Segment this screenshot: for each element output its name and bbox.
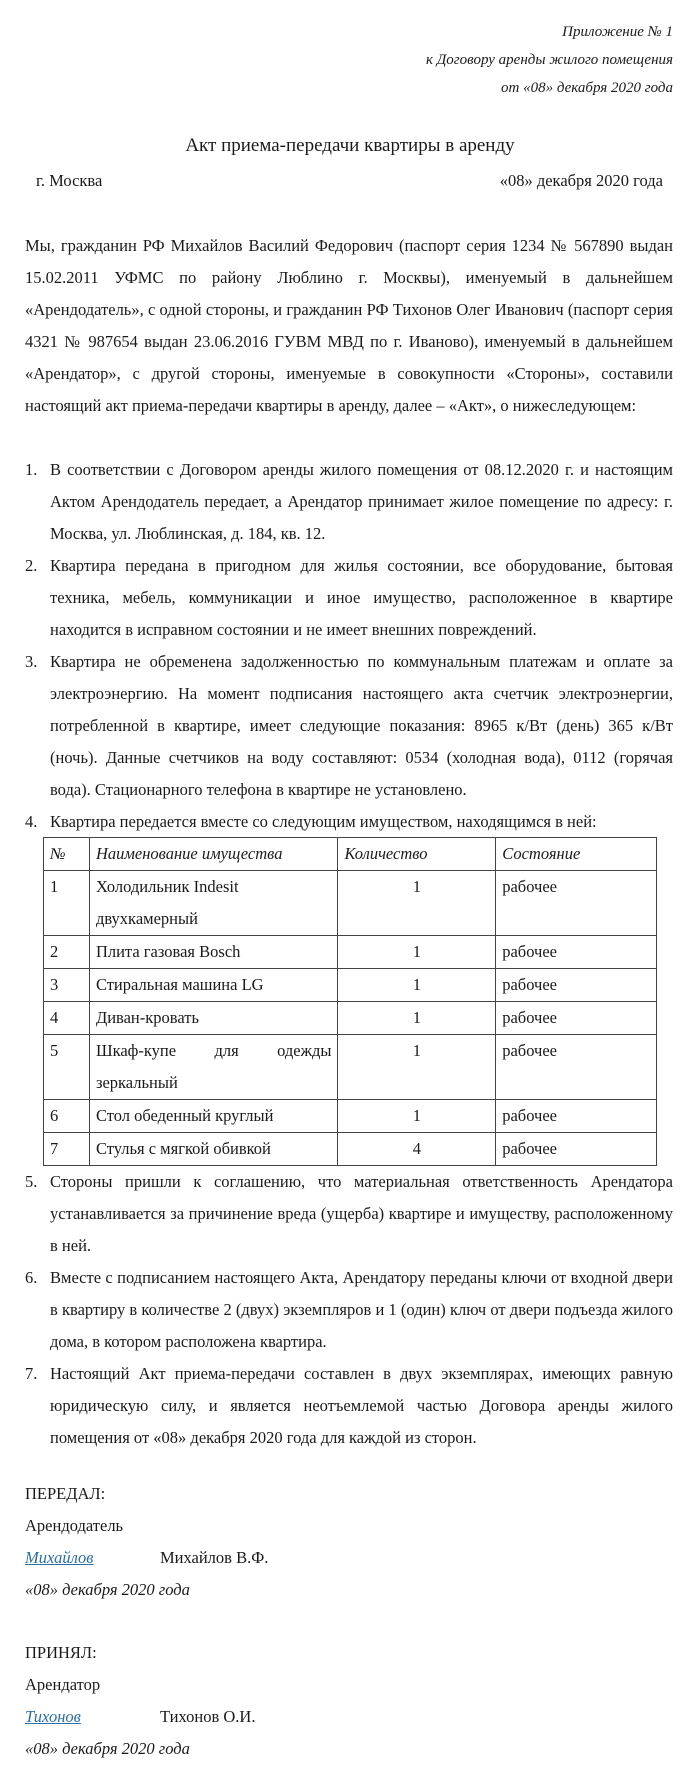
clause-text: Настоящий Акт приема-передачи составлен в двух экземплярах, имеющих равную юридическую силу, и является неотъемлемой частью Договора аренды жилого помещения от «08» декабря 2020 года для каждой из сторон. xyxy=(50,1364,673,1447)
accepted-signature-line xyxy=(25,1701,255,1733)
accepted-role: Арендатор xyxy=(25,1675,101,1694)
table-row xyxy=(44,1100,657,1133)
transferred-block xyxy=(25,1478,268,1606)
clause-text: Вместе с подписанием настоящего Акта, Арендатору переданы ключи от входной двери в квартиру в количестве 2 (двух) экземпляров и 1 (один) ключ от двери подъезда жилого дома, в котором расположена квартира. xyxy=(50,1268,673,1351)
clause-number: 3. xyxy=(25,652,38,671)
property-table xyxy=(43,837,657,1166)
accepted-heading: ПРИНЯЛ: xyxy=(25,1643,97,1662)
cell-number: 4 xyxy=(44,1002,90,1035)
cell-condition: рабочее xyxy=(496,1002,657,1035)
clause-4 xyxy=(25,806,673,838)
cell-item-name: Стулья с мягкой обивкой xyxy=(89,1133,338,1166)
table-row xyxy=(44,969,657,1002)
clause-text: Квартира передается вместе со следующим имуществом, находящимся в ней: xyxy=(50,812,597,831)
clause-1 xyxy=(25,454,673,550)
cell-quantity: 1 xyxy=(338,1035,496,1100)
clause-text: Квартира передана в пригодном для жилья состоянии, все оборудование, бытовая техника, мебель, коммуникации и иное имущество, расположенное в квартире находится в исправном состоянии и не имеет внешних повреждений. xyxy=(50,556,673,639)
landlord-name: Михайлов В.Ф. xyxy=(160,1548,269,1567)
cell-number: 2 xyxy=(44,936,90,969)
cell-number: 1 xyxy=(44,871,90,936)
clause-5 xyxy=(25,1166,673,1262)
clause-number: 2. xyxy=(25,556,38,575)
transferred-signature-line xyxy=(25,1542,268,1574)
appendix-header xyxy=(426,18,673,102)
clause-text: В соответствии с Договором аренды жилого помещения от 08.12.2020 г. и настоящим Актом Арендодатель передает, а Арендатор принимает жилое помещение по адресу: г. Москва, ул. Люблинская, д. 184, кв. 12. xyxy=(50,460,673,543)
clause-number: 5. xyxy=(25,1172,38,1191)
clauses-list-2 xyxy=(25,1166,673,1454)
appendix-line-2: к Договору аренды жилого помещения xyxy=(426,52,673,68)
clause-number: 4. xyxy=(25,812,38,831)
clause-3 xyxy=(25,646,673,806)
tenant-name: Тихонов О.И. xyxy=(160,1707,256,1726)
cell-condition: рабочее xyxy=(496,936,657,969)
clause-number: 7. xyxy=(25,1364,38,1383)
table-row xyxy=(44,1133,657,1166)
cell-number: 3 xyxy=(44,969,90,1002)
cell-quantity: 1 xyxy=(338,936,496,969)
document-title: Акт приема-передачи квартиры в аренду xyxy=(185,135,515,156)
cell-quantity: 1 xyxy=(338,969,496,1002)
cell-item-name: Холодильник Indesit двухкамерный xyxy=(89,871,338,936)
cell-number: 6 xyxy=(44,1100,90,1133)
appendix-line-3: от «08» декабря 2020 года xyxy=(501,80,673,96)
intro-paragraph: Мы, гражданин РФ Михайлов Василий Федорович (паспорт серия 1234 № 567890 выдан 15.02.2011 УФМС по району Люблино г. Москвы), именуемый в дальнейшем «Арендодатель», с одной стороны, и гражданин РФ Тихонов Олег Иванович (паспорт серия 4321 № 987654 выдан 23.06.2016 ГУВМ МВД по г. Иваново), именуемый в дальнейшем «Арендатор», с другой стороны, именуемые в совокупности «Стороны», составили настоящий акт приема-передачи квартиры в аренду, далее – «Акт», о нижеследующем: xyxy=(25,236,673,415)
clause-text: Стороны пришли к соглашению, что материальная ответственность Арендатора устанавливается за причинение вреда (ущерба) квартире и имуществу, расположенному в ней. xyxy=(50,1172,673,1255)
accepted-block xyxy=(25,1637,255,1765)
cell-quantity: 1 xyxy=(338,1100,496,1133)
cell-condition: рабочее xyxy=(496,1133,657,1166)
cell-item-name: Стиральная машина LG xyxy=(89,969,338,1002)
cell-condition: рабочее xyxy=(496,1100,657,1133)
transferred-date: «08» декабря 2020 года xyxy=(25,1580,190,1599)
clause-7 xyxy=(25,1358,673,1454)
cell-item-name: Стол обеденный круглый xyxy=(89,1100,338,1133)
table-row xyxy=(44,871,657,936)
table-header-row xyxy=(44,838,657,871)
table-row xyxy=(44,936,657,969)
cell-condition: рабочее xyxy=(496,871,657,936)
header-quantity: Количество xyxy=(338,838,496,871)
cell-item-name: Шкаф-купе для одежды зеркальный xyxy=(89,1035,338,1100)
transferred-role: Арендодатель xyxy=(25,1516,124,1535)
header-number: № xyxy=(44,838,90,871)
clauses-list-1 xyxy=(25,454,673,838)
document-date: «08» декабря 2020 года xyxy=(499,171,663,190)
clause-2 xyxy=(25,550,673,646)
table-row xyxy=(44,1035,657,1100)
cell-item-name: Диван-кровать xyxy=(89,1002,338,1035)
clause-number: 1. xyxy=(25,460,38,479)
cell-item-name: Плита газовая Bosch xyxy=(89,936,338,969)
clause-text: Квартира не обременена задолженностью по коммунальным платежам и оплате за электроэнергию. На момент подписания настоящего акта счетчик электроэнергии, потребленной в квартире, имеет следующие показания: 8965 к/Вт (день) 365 к/Вт (ночь). Данные счетчиков на воду составляют: 0534 (холодная вода), 0112 (горячая вода). Стационарного телефона в квартире не установлено. xyxy=(50,652,673,799)
cell-number: 7 xyxy=(44,1133,90,1166)
cell-quantity: 4 xyxy=(338,1133,496,1166)
accepted-date: «08» декабря 2020 года xyxy=(25,1739,190,1758)
cell-quantity: 1 xyxy=(338,1002,496,1035)
tenant-signature: Тихонов xyxy=(25,1707,81,1726)
cell-number: 5 xyxy=(44,1035,90,1100)
cell-quantity: 1 xyxy=(338,871,496,936)
header-condition: Состояние xyxy=(496,838,657,871)
cell-condition: рабочее xyxy=(496,1035,657,1100)
clause-number: 6. xyxy=(25,1268,38,1287)
table-row xyxy=(44,1002,657,1035)
cell-condition: рабочее xyxy=(496,969,657,1002)
city: г. Москва xyxy=(36,171,103,190)
landlord-signature: Михайлов xyxy=(25,1548,94,1567)
transferred-heading: ПЕРЕДАЛ: xyxy=(25,1484,106,1503)
header-item-name: Наименование имущества xyxy=(89,838,338,871)
appendix-line-1: Приложение № 1 xyxy=(562,24,673,40)
clause-6 xyxy=(25,1262,673,1358)
